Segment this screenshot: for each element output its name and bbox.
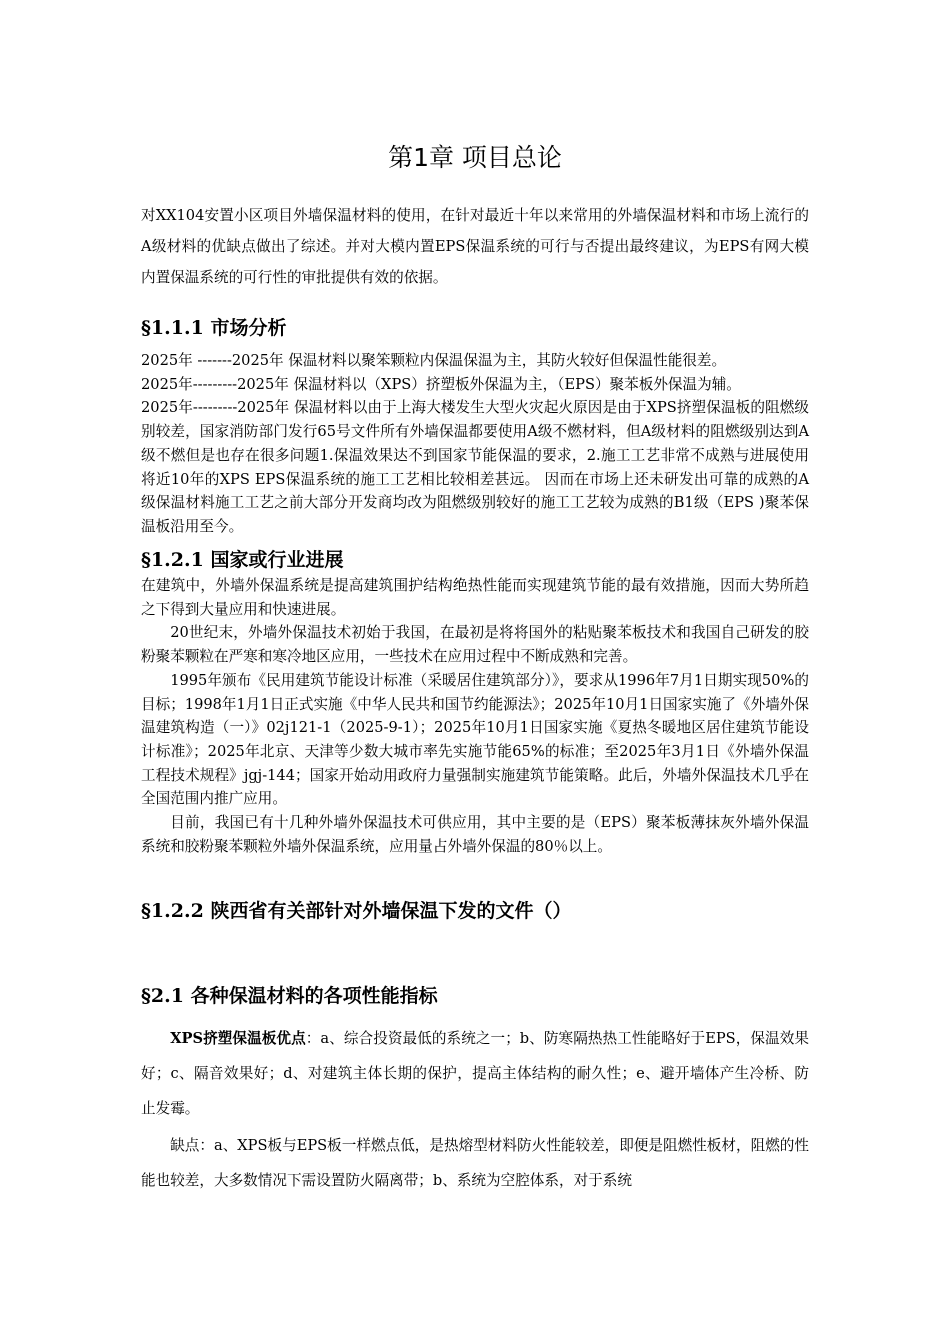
- market-line: 2025年---------2025年 保温材料以（XPS）挤塑板外保温为主，（EPS）聚苯板外保温为辅。: [141, 375, 741, 393]
- heading-performance-indicators: §2.1 各种保温材料的各项性能指标: [141, 985, 438, 1007]
- national-paragraph: 20世纪末，外墙外保温技术初始于我国，在最初是将将国外的粘贴聚苯板技术和我国自己研发的胶粉聚苯颗粒在严寒和寒冷地区应用，一些技术在应用过程中不断成熟和完善。: [141, 624, 809, 666]
- national-paragraph: 1995年颁布《民用建筑节能设计标准（采暖居住建筑部分）》，要求从1996年7月1日期实现50%的目标；1998年1月1日正式实施《中华人民共和国节约能源法》；2025年10月1日国家实施了《外墙外保温建筑构造（一）》02j121-1（2025-9-1）；2025年10月1日国家实施《夏热冬暖地区居住建筑节能设计标准》；2025年北京、天津等少数大城市率先实施节能65%的标准；至2025年3月1日《外墙外保温工程技术规程》jgj-144；国家开始动用政府力量强制实施建筑节能策略。此后，外墙外保温技术几乎在全国范围内推广应用。: [141, 671, 809, 808]
- market-analysis-body: [141, 349, 809, 539]
- heading-shaanxi-documents: §1.2.2 陕西省有关部针对外墙保温下发的文件（）: [141, 900, 572, 922]
- xps-disadvantages-paragraph: 缺点：a、XPS板与EPS板一样燃点低，是热熔型材料防火性能较差，即便是阻燃性板材，阻燃的性能也较差，大多数情况下需设置防火隔离带；b、系统为空腔体系，对于系统: [141, 1137, 809, 1189]
- market-line: 2025年---------2025年 保温材料以由于上海大楼发生大型火灾起火原因是由于XPS挤塑保温板的阻燃级别较差，国家消防部门发行65号文件所有外墙保温都要使用A级不燃材料，但A级材料的阻燃级别达到A级不燃但是也存在很多问题1.保温效果达不到国家节能保温的要求，2.施工工艺非常不成熟与进展使用将近10年的XPS EPS保温系统的施工工艺相比较相差甚远。 因而在市场上还未研发出可靠的成熟的A级保温材料施工工艺之前大部分开发商均改为阻燃级别较好的施工工艺较为成熟的B1级（EPS )聚苯保温板沿用至今。: [141, 399, 809, 535]
- national-progress-body: [141, 574, 809, 858]
- chapter-title: 第1章 项目总论: [388, 143, 562, 172]
- xps-advantages-label: XPS挤塑保温板优点: [170, 1030, 306, 1047]
- market-line: 2025年 -------2025年 保温材料以聚笨颗粒内保温保温为主，其防火较好但保温性能很差。: [141, 352, 727, 369]
- intro-paragraph: 对XX104安置小区项目外墙保温材料的使用，在针对最近十年以来常用的外墙保温材料和市场上流行的A级材料的优缺点做出了综述。并对大模内置EPS保温系统的可行与否提出最终建议，为EPS有网大模内置保温系统的可行性的审批提供有效的依据。: [141, 207, 809, 286]
- national-paragraph: 在建筑中，外墙外保温系统是提高建筑围护结构绝热性能而实现建筑节能的最有效措施，因而大势所趋之下得到大量应用和快速进展。: [141, 577, 809, 618]
- heading-market-analysis: §1.1.1 市场分析: [141, 317, 287, 339]
- heading-national-progress: §1.2.1 国家或行业进展: [141, 549, 344, 571]
- xps-advantages-paragraph: [141, 1021, 809, 1126]
- national-paragraph: 目前，我国已有十几种外墙外保温技术可供应用，其中主要的是（EPS）聚苯板薄抹灰外墙外保温系统和胶粉聚苯颗粒外墙外保温系统，应用量占外墙外保温的80％以上。: [141, 814, 809, 855]
- xps-advantages-text: ：a、综合投资最低的系统之一；b、防寒隔热热工性能略好于EPS，保温效果好；c、隔音效果好；d、对建筑主体长期的保护，提高主体结构的耐久性；e、避开墙体产生冷桥、防止发霉。: [141, 1030, 809, 1117]
